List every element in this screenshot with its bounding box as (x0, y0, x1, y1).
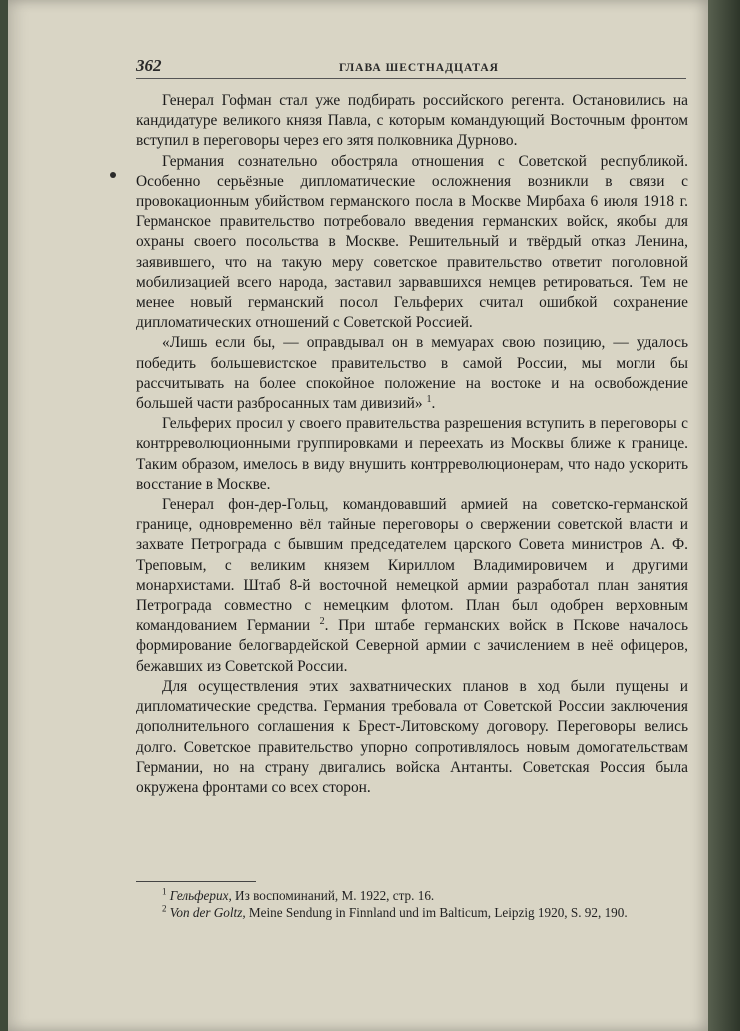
footnote-mark: 2 (162, 903, 167, 914)
header-rule (136, 78, 686, 79)
page-edge-background (708, 0, 740, 1031)
footnotes (136, 887, 688, 921)
paragraph-text: Генерал фон-дер-Гольц, командовавший армией на советско-германской границе, одновременно вёл тайные переговоры о свержении советской власти и захвате Петрограда с бывшим председателем царского Совета министров А. Ф. Треповым, с великим князем Кириллом Владимировичем и другими монархистами. Штаб 8-й восточной немецкой армии разработал план занятия Петрограда совместно с немецким флотом. План был одобрен верховным командованием Германии (136, 496, 688, 635)
margin-dot (110, 172, 116, 178)
paragraph: Генерал Гофман стал уже подбирать российского регента. Остановились на кандидатуре великого князя Павла, с которым командующий Восточным фронтом вступил в переговоры через его зятя полковника Дурново. (136, 92, 688, 150)
footnote-text: Из воспоминаний, М. 1922, стр. 16. (235, 888, 435, 903)
page-number: 362 (136, 56, 162, 75)
footnote-rule (136, 881, 256, 882)
footnote-ref: 2 (319, 616, 325, 628)
paragraph: «Лишь если бы, — оправдывал он в мемуарах свою позицию, — удалось победить большевистское правительство в самой России, мы могли бы рассчитывать на более спокойное положение на востоке и на освобождение большей части разбросанных там дивизий» $^1$. (136, 334, 688, 413)
paragraph-text-tail: При штабе германских войск в Пскове началось формирование белогвардейской Северной армии с зачислением в неё офицеров, бежавших из Советской России. (136, 617, 688, 675)
footnote-text: Meine Sendung in Finnland und im Balticum, Leipzig 1920, S. 92, 190. (248, 905, 628, 920)
footnote-ref: 1 (426, 393, 432, 405)
paragraph: Генерал фон-дер-Гольц, командовавший армией на советско-германской границе, одновременно вёл тайные переговоры о свержении советской власти и захвате Петрограда с бывшим председателем царского Совета министров А. Ф. Треповым, с великим князем Кириллом Владимировичем и другими монархистами. Штаб 8-й восточной немецкой армии разработал план занятия Петрограда совместно с немецким флотом. План был одобрен верховным командованием Германии $^2$. При штабе германских войск в Пскове началось формирование белогвардейской Северной армии с зачислением в неё офицеров, бежавших из Советской России. (136, 496, 688, 675)
footnote-mark: 1 (162, 886, 167, 897)
paragraph: Гельферих просил у своего правительства разрешения вступить в переговоры с контрреволюционными группировками и переехать из Москвы ближе к границе. Таким образом, имелось в виду внушить контрреволюционерам, что надо ускорить восстание в Москве. (136, 415, 688, 493)
running-head: ГЛАВА ШЕСТНАДЦАТАЯ (339, 62, 499, 74)
footnote (136, 904, 688, 921)
footnote-author: Von der Goltz, (169, 905, 246, 920)
footnote (136, 887, 688, 904)
footnote-author: Гельферих, (169, 888, 232, 903)
paragraph: Германия сознательно обостряла отношения с Советской республикой. Особенно серьёзные дипломатические осложнения возникли в связи с провокационным убийством германского посла в Москве Мирбаха 6 июля 1918 г. Германское правительство потребовало введения германских войск, якобы для охраны своего посольства в Москве. Решительный и твёрдый отказ Ленина, заявившего, что на такую меру советское правительство ответит поголовной мобилизацией всего народа, заставил зарвавшихся немцев ретироваться. Тем не менее новый германский посол Гельферих считал ошибкой сохранение дипломатических отношений с Советской Россией. (136, 152, 688, 332)
quote-text: «Лишь если бы, — оправдывал он в мемуарах свою позицию, — удалось победить большевистское правительство в самой России, мы могли бы рассчитывать на более спокойное положение на востоке и на освобождение большей части разбросанных там дивизий» (136, 334, 688, 413)
body-text (136, 91, 688, 798)
paragraph: Для осуществления этих захватнических планов в ход были пущены и дипломатические средства. Германия требовала от Советской России заключения дополнительного соглашения к Брест-Литовскому договору. Переговоры велись долго. Советское правительство упорно сопротивлялось новым домогательствам Германии, но на страну двигались войска Антанты. Советская Россия была окружена фронтами со всех сторон. (136, 677, 688, 796)
